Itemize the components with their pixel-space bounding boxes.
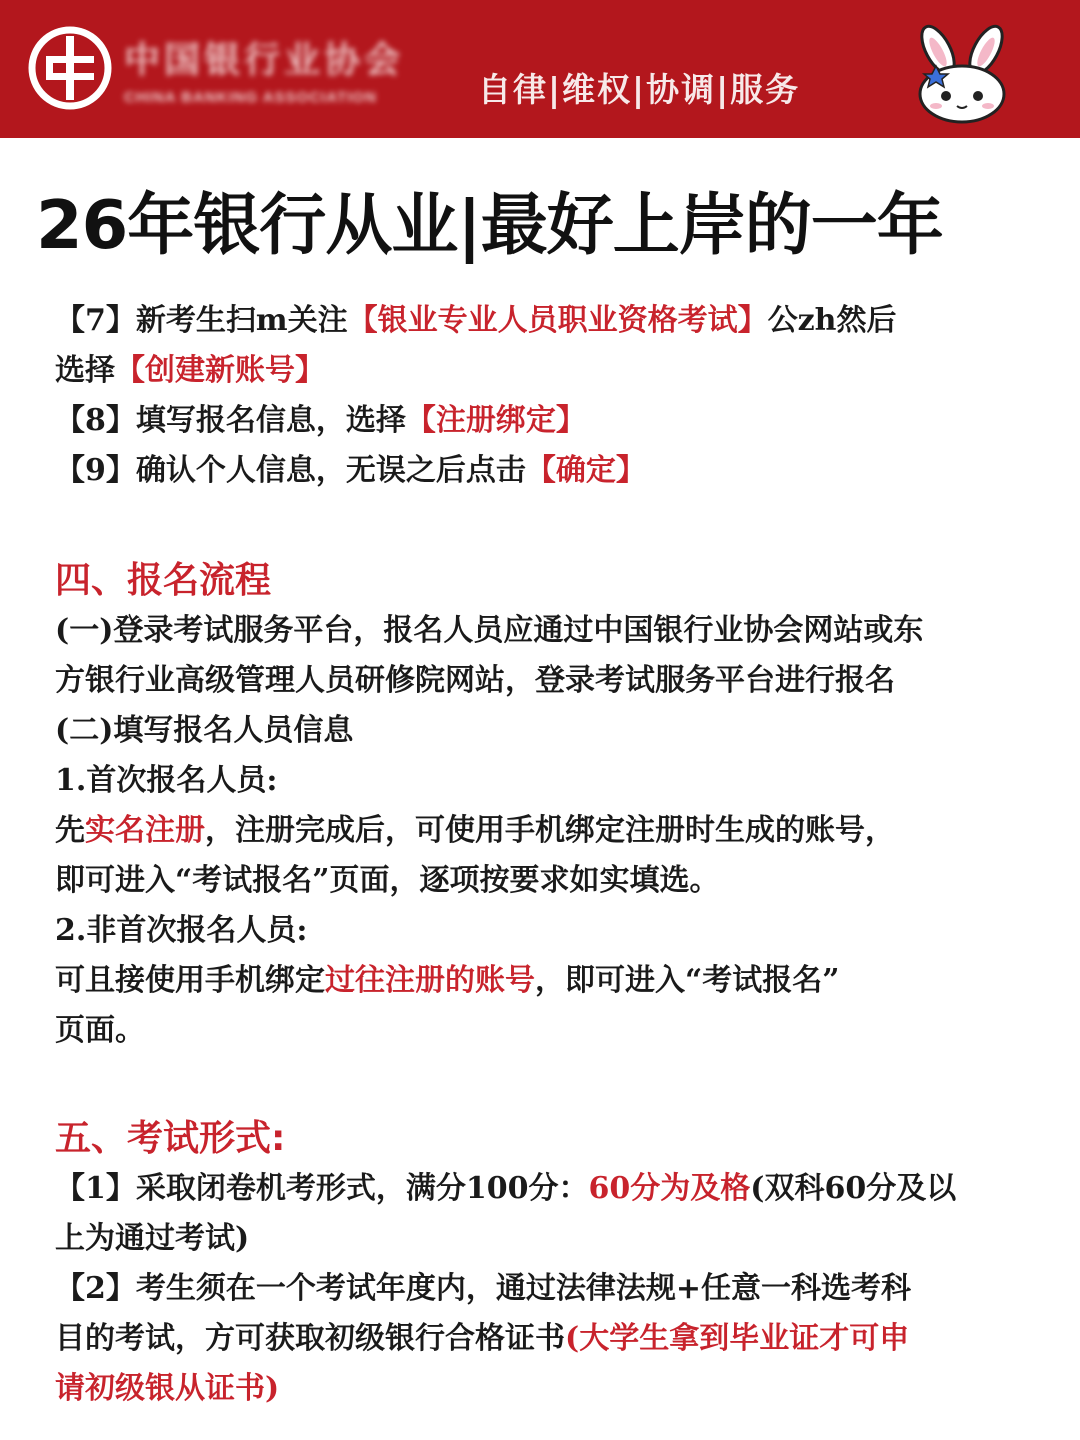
slogan: 自律|维权|协调|服务 <box>478 70 801 109</box>
section-4-title: 四、报名流程 <box>55 560 272 601</box>
header-banner <box>0 0 1080 138</box>
section-5-title: 五、考试形式: <box>55 1118 286 1159</box>
sec4-line-8: 可且接使用手机绑定过往注册的账号，即可进入“考试报名” <box>55 963 840 998</box>
sec4-line-2: 方银行业高级管理人员研修院网站，登录考试服务平台进行报名 <box>55 663 895 698</box>
step-9: 【9】确认个人信息，无误之后点击【确定】 <box>55 453 646 488</box>
logo-cn-text: 中国银行业协会 <box>124 40 405 81</box>
sec4-line-9: 页面。 <box>55 1013 145 1048</box>
sec5-line-5: 请初级银从证书) <box>55 1371 280 1406</box>
sec4-line-1: (一)登录考试服务平台，报名人员应通过中国银行业协会网站或东 <box>55 613 924 648</box>
bunny-mascot-icon <box>896 24 1026 124</box>
page-title: 26年银行从业|最好上岸的一年 <box>36 186 943 264</box>
step-7: 【7】新考生扫m关注【银业专业人员职业资格考试】公zh然后 <box>55 303 897 338</box>
step-8: 【8】填写报名信息，选择【注册绑定】 <box>55 403 586 438</box>
sec5-line-3: 【2】考生须在一个考试年度内，通过法律法规+任意一科选考科 <box>55 1271 912 1306</box>
sec4-line-6: 即可进入“考试报名”页面，逐项按要求如实填选。 <box>55 863 720 898</box>
bank-association-logo-icon <box>28 26 112 110</box>
sec4-line-7: 2.非首次报名人员: <box>55 913 308 948</box>
sec4-line-3: (二)填写报名人员信息 <box>55 713 354 748</box>
sec5-line-2: 上为通过考试) <box>55 1221 250 1256</box>
article-body <box>55 296 1045 1414</box>
logo-wordmark <box>124 32 444 112</box>
sec5-line-4: 目的考试，方可获取初级银行合格证书(大学生拿到毕业证才可申 <box>55 1321 910 1356</box>
logo-en-text: CHINA BANKING ASSOCIATION <box>124 89 377 106</box>
sec5-line-1: 【1】采取闭卷机考形式，满分100分：60分为及格(双科60分及以 <box>55 1171 957 1206</box>
step-7-cont: 选择【创建新账号】 <box>55 353 325 388</box>
sec4-line-4: 1.首次报名人员: <box>55 763 278 798</box>
sec4-line-5: 先实名注册，注册完成后，可使用手机绑定注册时生成的账号， <box>55 813 895 848</box>
